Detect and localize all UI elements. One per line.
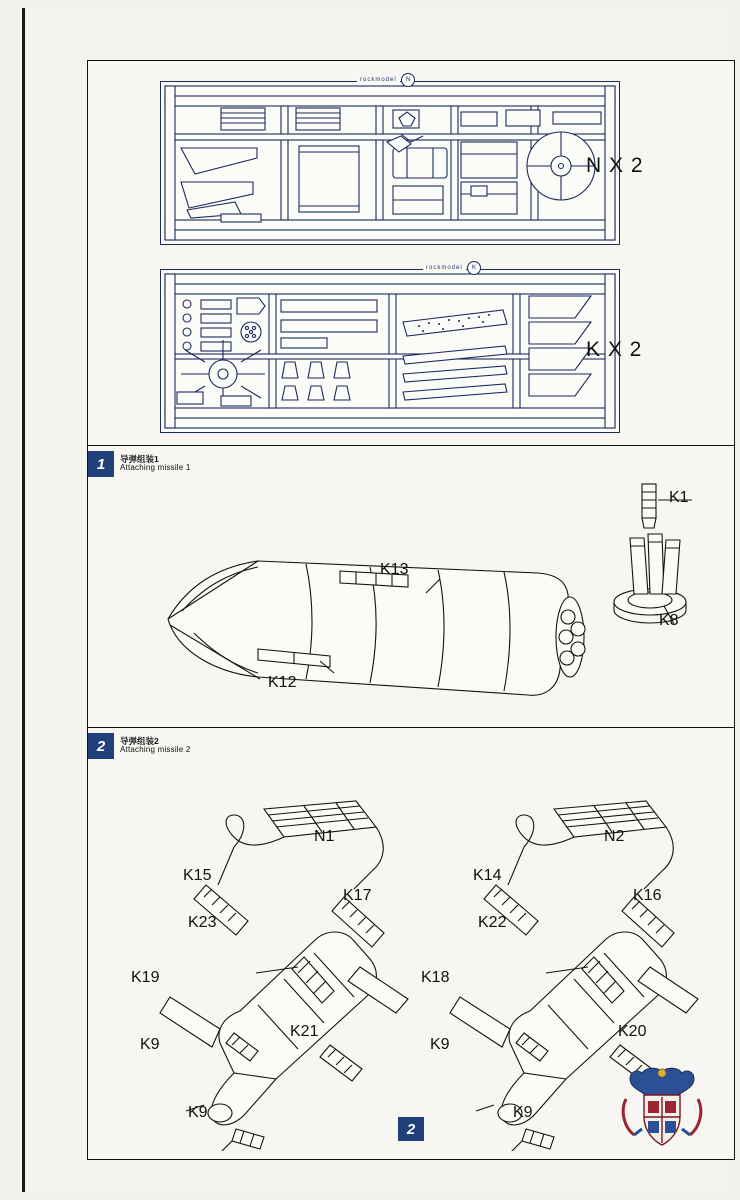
sprue-k-label: K X 2 [586, 338, 643, 361]
part-label-k9-left-side: K9 [140, 1036, 160, 1053]
content-frame [87, 60, 735, 1160]
brand-logo-sprue-n: rockmodel [357, 77, 400, 83]
part-label-k12: K12 [268, 674, 297, 691]
step-2-title-en: Attaching missile 2 [120, 745, 191, 755]
step-1-number: 1 [88, 451, 114, 477]
part-label-k13: K13 [380, 561, 409, 578]
part-label-k19: K19 [131, 969, 160, 986]
part-label-k8: K8 [659, 612, 679, 629]
brand-logo-sprue-k: rockmodel [423, 265, 466, 271]
part-label-k9-left-bottom: K9 [188, 1104, 208, 1121]
part-label-k21: K21 [290, 1023, 319, 1040]
part-label-k18: K18 [421, 969, 450, 986]
part-label-k15: K15 [183, 867, 212, 884]
manufacturer-crest [616, 1065, 708, 1149]
part-label-k16: K16 [633, 887, 662, 904]
step-2-title-cn: 导弹组装2 [120, 736, 159, 747]
part-label-k1: K1 [669, 489, 689, 506]
part-label-k23: K23 [188, 914, 217, 931]
part-label-n2: N2 [604, 828, 625, 845]
step-2-left-assembly [108, 761, 428, 1151]
sprue-k-diagram [160, 265, 620, 433]
part-label-k17: K17 [343, 887, 372, 904]
page-number: 2 [398, 1117, 424, 1141]
step-1-title-en: Attaching missile 1 [120, 463, 191, 473]
part-label-k14: K14 [473, 867, 502, 884]
brand-badge-sprue-n: N [401, 73, 415, 87]
brand-badge-sprue-k: K [467, 261, 481, 275]
step-1-header [88, 451, 388, 477]
sprue-n-label: N X 2 [586, 154, 644, 177]
part-label-n1: N1 [314, 828, 335, 845]
step-2-header [88, 733, 388, 759]
part-label-k9-right-side: K9 [430, 1036, 450, 1053]
step-1-nozzle-subassembly [578, 476, 728, 626]
part-label-k9-right-bottom: K9 [513, 1104, 533, 1121]
section-divider-2 [88, 727, 734, 728]
step-1-missile-illustration [108, 501, 608, 721]
part-label-k20: K20 [618, 1023, 647, 1040]
section-divider-1 [88, 445, 734, 446]
step-2-number: 2 [88, 733, 114, 759]
step-1-title-cn: 导弹组装1 [120, 454, 159, 465]
part-label-k22: K22 [478, 914, 507, 931]
page-inner [22, 8, 725, 1192]
sprue-n-diagram [160, 77, 620, 245]
